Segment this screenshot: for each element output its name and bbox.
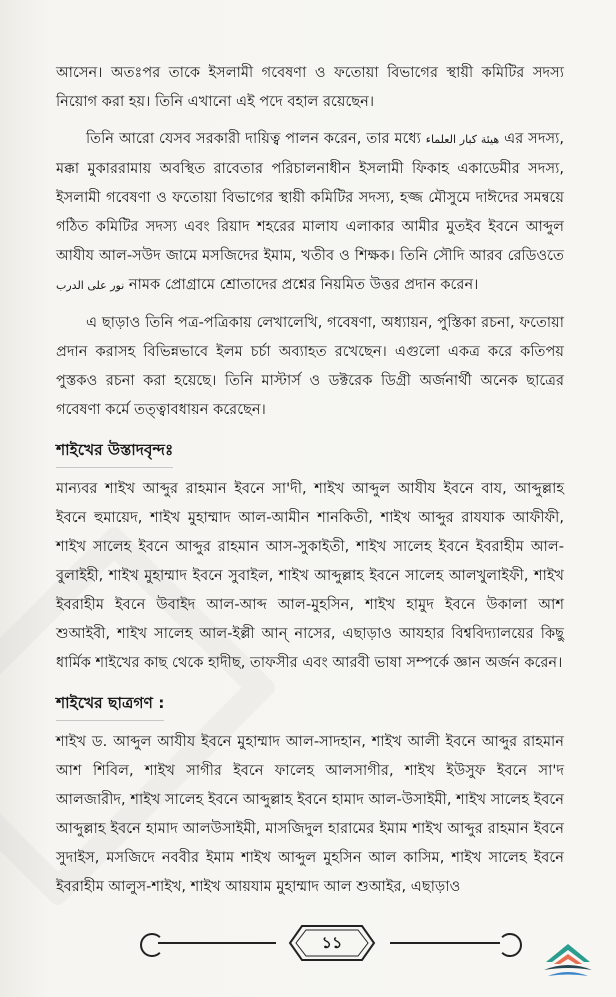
section-heading-students: শাইখের ছাত্রগণ :	[56, 689, 164, 721]
paragraph-1: আসেন। অতঃপর তাকে ইসলামী গবেষণা ও ফতোয়া বিভাগের স্থায়ী কমিটির সদস্য নিয়োগ করা হয়। তিনি এখানো এই পদে বহাল রয়েছেন।	[56, 64, 564, 110]
paragraph-2-part-a: তিনি আরো যেসব সরকারী দায়িত্ব পালন করেন, তার মধ্যে	[86, 130, 421, 147]
page-footer-ornament	[140, 928, 520, 958]
page-number-frame	[288, 924, 376, 962]
arabic-phrase-council: هيئة كبار العلماء	[425, 133, 500, 146]
ornament-rule-right	[390, 942, 500, 944]
page-content	[56, 58, 564, 909]
paragraph-2	[56, 124, 564, 300]
publisher-logo-icon	[540, 940, 596, 980]
paragraph-3: এ ছাড়াও তিনি পত্র-পত্রিকায় লেখালেখি, গবেষণা, অধ্যায়ন, পুস্তিকা রচনা, ফতোয়া প্রদান করাসহ বিভিন্নভাবে ইলম চর্চা অব্যাহত রখেছেন। এগুলো একত্র করে কতিপয় পুস্তকও রচনা করা হয়েছে। তিনি মাস্টার্স ও ডক্টরেক ডিগ্রী অর্জনার্থী অনেক ছাত্রের গবেষণা কর্মে তত্ত্বাবধায়ন করেছেন।	[56, 314, 564, 418]
students-paragraph: শাইখ ড. আব্দুল আযীয ইবনে মুহাম্মাদ আল-সাদহান, শাইখ আলী ইবনে আব্দুর রাহমান আশ শিবিল, শাইখ সাগীর ইবনে ফালেহ আলসাগীর, শাইখ ইউসুফ ইবনে সা'দ আলজারীদ, শাইখ সালেহ ইবনে আব্দুল্লাহ ইবনে হামাদ আল-উসাইমী, শাইখ সালেহ ইবনে আব্দুল্লাহ ইবনে হামাদ আলউসাইমী, মাসজিদুল হারামের ইমাম শাইখ আব্দুর রাহমান ইবনে সুদাইস, মসজিদে নববীর ইমাম শাইখ আব্দুল মুহসিন আল কাসিম, শাইখ সালেহ ইবনে ইবরাহীম আলুস-শাইখ, শাইখ আয়যাম মুহাম্মাদ আল শুআইর, এছাড়াও	[56, 733, 564, 895]
section-heading-teachers: শাইখের উস্তাদবৃন্দঃ	[56, 436, 173, 468]
paragraph-2-part-b: এর সদস্য, মক্কা মুকাররামায় অবস্থিত রাবেতার পরিচালনাধীন ইসলামী ফিকাহ একাডেমীর সদস্য, ইসলামী গবেষণা ও ফতোয়া বিভাগের স্থায়ী কমিটির সদস্য, হজ্জ মৌসুমে দাঈদের সমন্বয়ে গঠিত কমিটির সদস্য এবং রিয়াদ শহরের মালায এলাকার আমীর মুতইব ইবনে আব্দুল আযীয আল-সউদ জামে মসজিদের ইমাম, খতীব ও শিক্ষক। তিনি সৌদি আরব রেডিওতে	[56, 130, 564, 264]
ornament-curl-right	[498, 933, 522, 957]
page-number: ১১	[321, 933, 343, 952]
arabic-phrase-program: نور على الدرب	[56, 279, 125, 292]
ornament-curl-left	[140, 933, 164, 957]
teachers-paragraph: মান্যবর শাইখ আব্দুর রাহমান ইবনে সা'দী, শাইখ আব্দুল আযীয ইবনে বায, আব্দুল্লাহ ইবনে হুমায়েদ, শাইখ মুহাম্মাদ আল-আমীন শানকিতী, শাইখ আব্দুর রাযযাক আফীফী, শাইখ সালেহ ইবনে আব্দুর রাহমান আস-সুকাইতী, শাইখ সালেহ ইবনে ইবরাহীম আল-বুলাইহী, শাইখ মুহাম্মাদ ইবনে সুবাইল, শাইখ আব্দুল্লাহ ইবনে সালেহ আলখুলাইফী, শাইখ ইবরাহীম ইবনে উবাইদ আল-আব্দ আল-মুহসিন, শাইখ হামুদ ইবনে উকালা আশ শুআইবী, শাইখ সালেহ আল-ইল্লী আন্ নাসের, এছাড়াও আযহার বিশ্ববিদ্যালয়ের কিছু ধার্মিক শাইখের কাছ থেকে হাদীছ, তাফসীর এবং আরবী ভাষা সম্পর্কে জ্ঞান অর্জন করেন।	[56, 480, 564, 671]
paragraph-2-part-c: নামক প্রোগ্রামে শ্রোতাদের প্রশ্নের নিয়মিত উত্তর প্রদান করেন।	[128, 276, 479, 293]
ornament-rule-left	[158, 942, 276, 944]
